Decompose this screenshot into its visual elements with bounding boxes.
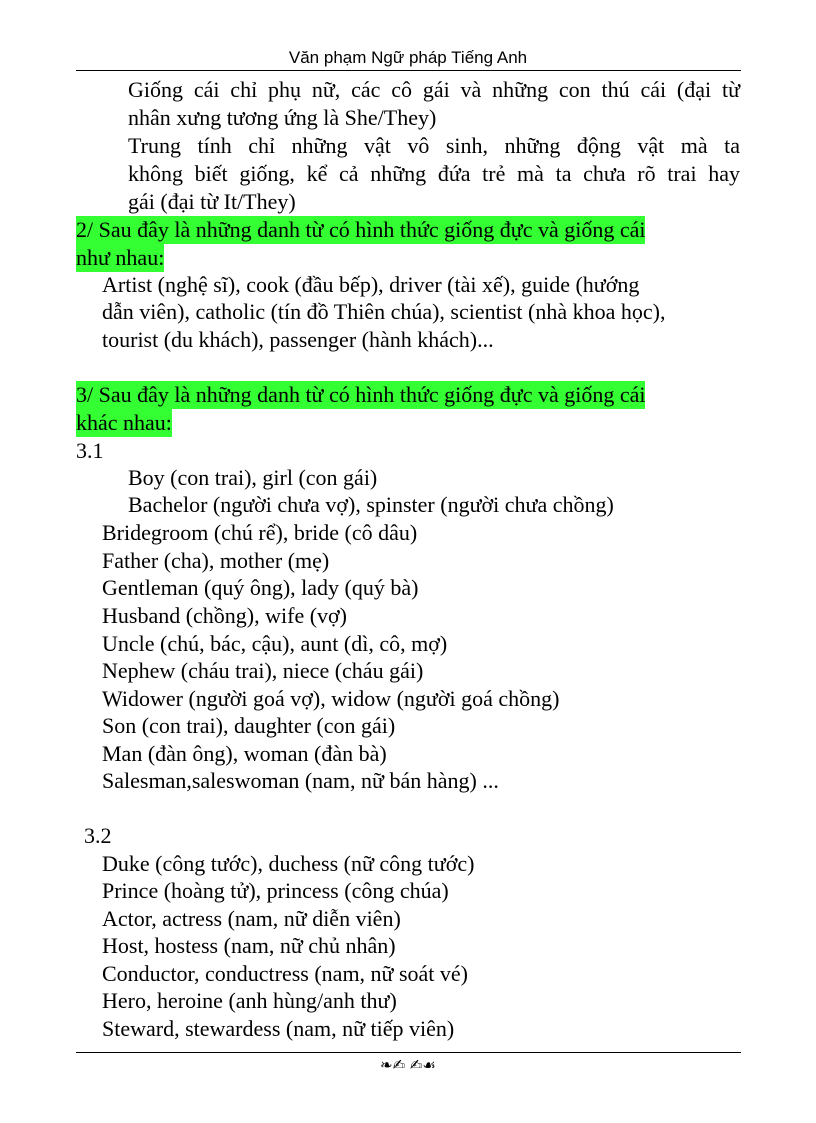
header-title: Văn phạm Ngữ pháp Tiếng Anh — [288, 48, 528, 67]
list-item: Husband (chồng), wife (vợ) — [102, 603, 348, 628]
section-2-heading-line-1: 2/ Sau đây là những danh từ có hình thức giống đực và giống cái — [76, 217, 646, 242]
list-item: Host, hostess (nam, nữ chủ nhân) — [102, 933, 396, 958]
list-item: Father (cha), mother (mẹ) — [102, 548, 330, 573]
section-2-body-line-1: Artist (nghệ sĩ), cook (đầu bếp), driver (tài xế), guide (hướng — [102, 272, 640, 297]
list-item: Man (đàn ông), woman (đàn bà) — [102, 741, 387, 766]
list-item: Conductor, conductress (nam, nữ soát vé) — [102, 961, 469, 986]
neuter-line-3: gái (đại từ It/They) — [128, 189, 296, 214]
list-item: Steward, stewardess (nam, nữ tiếp viên) — [102, 1016, 455, 1041]
list-item: Uncle (chú, bác, cậu), aunt (dì, cô, mợ) — [102, 631, 448, 656]
list-item: Nephew (cháu trai), niece (cháu gái) — [102, 658, 424, 683]
list-item: Son (con trai), daughter (con gái) — [102, 713, 396, 738]
feminine-line-1: Giống cái chỉ phụ nữ, các cô gái và những con thú cái (đại từ — [128, 77, 740, 102]
footer-ornament-icon: ❧✍ ✍☙ — [380, 1056, 436, 1074]
neuter-line-2: không biết giống, kể cả những đứa trẻ mà ta chưa rõ trai hay — [128, 161, 740, 186]
section-2-body-line-3: tourist (du khách), passenger (hành khách)... — [102, 327, 494, 352]
footer-divider — [76, 1052, 741, 1053]
section-3-heading-line-1: 3/ Sau đây là những danh từ có hình thức giống đực và giống cái — [76, 382, 646, 407]
subsection-3-1-label: 3.1 — [76, 438, 104, 463]
list-item: Bridegroom (chú rể), bride (cô dâu) — [102, 520, 418, 545]
section-2-body-line-2: dẫn viên), catholic (tín đồ Thiên chúa), scientist (nhà khoa học), — [102, 299, 666, 324]
section-3-heading-line-2: khác nhau: — [76, 410, 172, 435]
section-2-heading-line-2: như nhau: — [76, 245, 165, 270]
list-item: Gentleman (quý ông), lady (quý bà) — [102, 575, 419, 600]
list-item: Boy (con trai), girl (con gái) — [128, 465, 378, 490]
list-item: Duke (công tước), duchess (nữ công tước) — [102, 851, 475, 876]
header-divider — [76, 70, 741, 71]
list-item: Widower (người goá vợ), widow (người goá chồng) — [102, 686, 560, 711]
subsection-3-2-label: 3.2 — [84, 823, 112, 848]
neuter-line-1: Trung tính chỉ những vật vô sinh, những động vật mà ta — [128, 133, 740, 158]
list-item: Actor, actress (nam, nữ diễn viên) — [102, 906, 401, 931]
list-item: Salesman,saleswoman (nam, nữ bán hàng) ... — [102, 768, 499, 793]
list-item: Bachelor (người chưa vợ), spinster (người chưa chồng) — [128, 492, 614, 517]
list-item: Prince (hoàng tử), princess (công chúa) — [102, 878, 449, 903]
feminine-line-2: nhân xưng tương ứng là She/They) — [128, 105, 437, 130]
list-item: Hero, heroine (anh hùng/anh thư) — [102, 988, 397, 1013]
